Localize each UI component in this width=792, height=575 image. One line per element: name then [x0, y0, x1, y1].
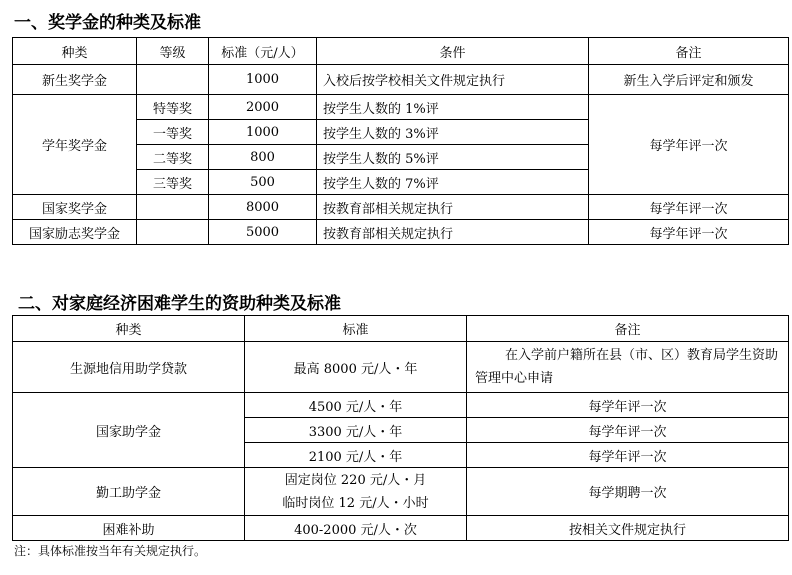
note-cell: 每学年评一次 [589, 95, 789, 195]
header-type: 种类 [13, 316, 245, 342]
condition-cell: 入校后按学校相关文件规定执行 [317, 65, 589, 95]
condition-cell: 按教育部相关规定执行 [317, 195, 589, 220]
table-row [13, 195, 789, 220]
type-cell: 困难补助 [13, 516, 245, 541]
table-row [13, 516, 789, 541]
table-header-row [13, 38, 789, 65]
table-row [13, 468, 789, 516]
note-cell: 新生入学后评定和颁发 [589, 65, 789, 95]
note-cell: 按相关文件规定执行 [467, 516, 789, 541]
amount-cell: 2000 [209, 95, 317, 120]
condition-cell: 按学生人数的 1%评 [317, 95, 589, 120]
type-cell: 生源地信用助学贷款 [13, 342, 245, 393]
note-cell: 每学年评一次 [467, 418, 789, 443]
amount-cell: 5000 [209, 220, 317, 245]
header-note: 备注 [589, 38, 789, 65]
header-note: 备注 [467, 316, 789, 342]
note-cell: 每学年评一次 [589, 220, 789, 245]
type-cell: 国家奖学金 [13, 195, 137, 220]
table-row [13, 95, 789, 120]
header-standard: 标准 [245, 316, 467, 342]
standard-cell: 400-2000 元/人・次 [245, 516, 467, 541]
condition-cell: 按学生人数的 7%评 [317, 170, 589, 195]
amount-cell: 500 [209, 170, 317, 195]
amount-cell: 1000 [209, 120, 317, 145]
header-type: 种类 [13, 38, 137, 65]
standard-cell [245, 468, 467, 516]
condition-cell: 按教育部相关规定执行 [317, 220, 589, 245]
level-cell: 特等奖 [137, 95, 209, 120]
note-cell [467, 342, 789, 393]
scholarship-table [12, 37, 789, 245]
standard-cell: 最高 8000 元/人・年 [245, 342, 467, 393]
type-cell: 国家助学金 [13, 393, 245, 468]
footnote: 注：具体标准按当年有关规定执行。 [14, 544, 207, 558]
level-cell: 三等奖 [137, 170, 209, 195]
table-row [13, 65, 789, 95]
header-level: 等级 [137, 38, 209, 65]
type-cell: 勤工助学金 [13, 468, 245, 516]
level-cell [137, 220, 209, 245]
condition-cell: 按学生人数的 5%评 [317, 145, 589, 170]
type-cell: 学年奖学金 [13, 95, 137, 195]
table-row [13, 220, 789, 245]
header-amount: 标准（元/人） [209, 38, 317, 65]
note-text: 在入学前户籍所在县（市、区）教育局学生资助管理中心申请 [475, 348, 779, 386]
section2-title: 二、对家庭经济困难学生的资助种类及标准 [18, 294, 341, 314]
type-cell: 国家励志奖学金 [13, 220, 137, 245]
amount-cell: 1000 [209, 65, 317, 95]
note-cell: 每学年评一次 [467, 393, 789, 418]
note-cell: 每学年评一次 [589, 195, 789, 220]
level-cell: 二等奖 [137, 145, 209, 170]
level-cell [137, 65, 209, 95]
amount-cell: 8000 [209, 195, 317, 220]
note-cell: 每学年评一次 [467, 443, 789, 468]
table-row [13, 393, 789, 418]
financial-aid-table [12, 315, 789, 541]
condition-cell: 按学生人数的 3%评 [317, 120, 589, 145]
header-condition: 条件 [317, 38, 589, 65]
type-cell: 新生奖学金 [13, 65, 137, 95]
amount-cell: 800 [209, 145, 317, 170]
note-cell: 每学期聘一次 [467, 468, 789, 516]
level-cell: 一等奖 [137, 120, 209, 145]
standard-cell: 3300 元/人・年 [245, 418, 467, 443]
standard-cell: 2100 元/人・年 [245, 443, 467, 468]
section1-title: 一、奖学金的种类及标准 [14, 13, 201, 33]
table-header-row [13, 316, 789, 342]
fixed-post-standard: 固定岗位 220 元/人・月 [284, 472, 427, 488]
standard-cell: 4500 元/人・年 [245, 393, 467, 418]
temp-post-standard: 临时岗位 12 元/人・小时 [282, 495, 429, 511]
table-row [13, 342, 789, 393]
level-cell [137, 195, 209, 220]
